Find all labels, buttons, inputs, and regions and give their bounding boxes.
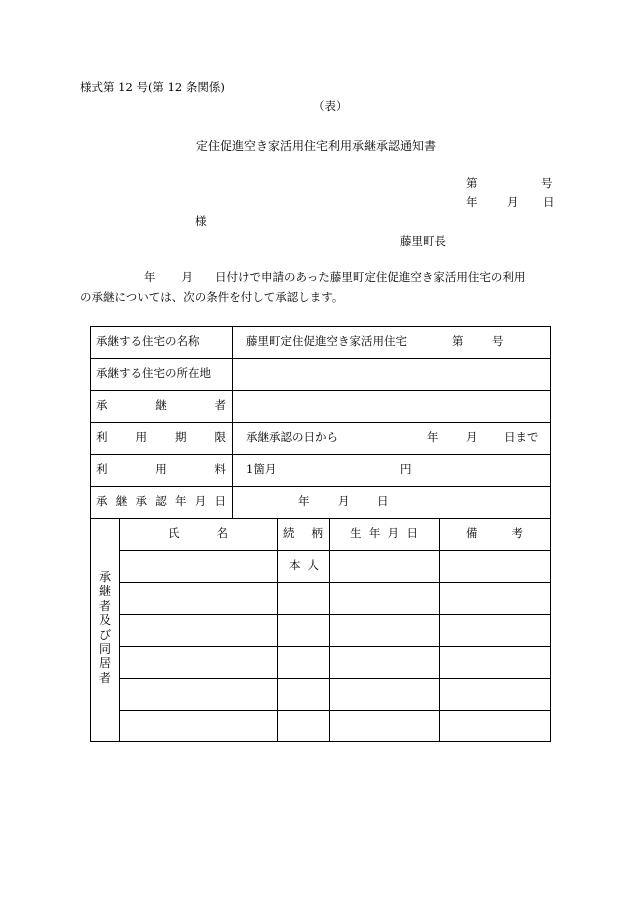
front-side-label: （表） — [313, 99, 348, 113]
usage-period-year: 年 — [427, 430, 439, 444]
label-approval-date: 承継承認年月日 — [96, 494, 226, 508]
housing-no-suffix: 号 — [492, 334, 504, 348]
label-housing-address: 承継する住宅の所在地 — [96, 366, 211, 380]
value-housing-name: 藤里町定住促進空き家活用住宅 — [246, 334, 407, 348]
issue-date-day: 日 — [543, 195, 555, 209]
document-title: 定住促進空き家活用住宅利用承継承認通知書 — [196, 139, 437, 153]
issue-date-year: 年 — [466, 195, 478, 209]
usage-period-from: 承継承認の日から — [246, 430, 338, 444]
body-text: 日付けで申請のあった藤里町定住促進空き家活用住宅の利用 — [215, 270, 526, 284]
succession-table — [90, 326, 551, 742]
label-housing-name: 承継する住宅の名称 — [96, 334, 200, 348]
approval-date-year: 年 — [298, 494, 310, 508]
document-number-suffix: 号 — [541, 176, 553, 190]
col-remarks-header: 備 考 — [466, 526, 523, 540]
usage-period-day: 日まで — [504, 430, 539, 444]
label-usage-period: 利 用 期 限 — [96, 430, 226, 444]
body-line-2: の承継については、次の条件を付して承認します。 — [80, 290, 344, 304]
col-birthdate-header: 生年月日 — [350, 526, 418, 540]
issuer-name: 藤里町長 — [400, 234, 446, 248]
col-name-header: 氏 名 — [168, 526, 228, 540]
form-number: 様式第 12 号(第 12 条関係) — [80, 80, 225, 94]
approval-date-day: 日 — [377, 494, 389, 508]
usage-period-month: 月 — [466, 430, 478, 444]
residents-side-label: 承 継 者 及 び 同 居 者 — [98, 570, 111, 685]
usage-fee-unit: 円 — [400, 462, 412, 476]
label-usage-fee: 利 用 料 — [96, 462, 226, 476]
usage-fee-period: 1箇月 — [246, 462, 277, 476]
body-month: 月 — [181, 270, 193, 284]
col-relation-header: 続柄 — [283, 526, 323, 540]
label-successor: 承 継 者 — [96, 398, 226, 412]
approval-date-month: 月 — [338, 494, 350, 508]
body-year: 年 — [144, 270, 156, 284]
relation-self: 本人 — [289, 558, 319, 572]
addressee-suffix: 様 — [195, 214, 207, 228]
document-number-prefix: 第 — [466, 176, 478, 190]
housing-no-prefix: 第 — [452, 334, 464, 348]
body-line-1 — [80, 272, 525, 284]
issue-date-month: 月 — [507, 195, 519, 209]
